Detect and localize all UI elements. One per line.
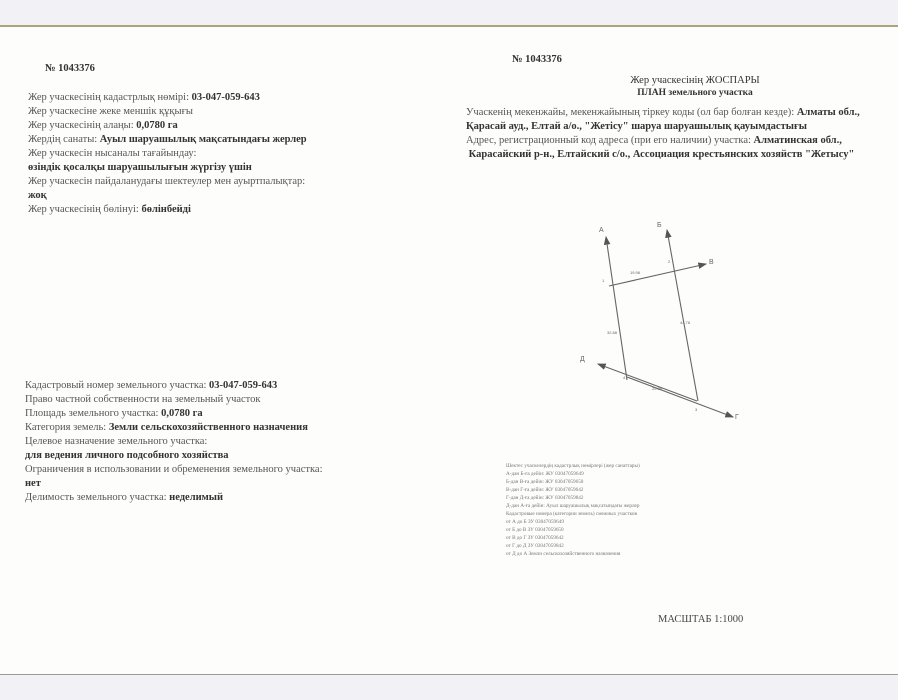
ru-line: Площадь земельного участка: 0,0780 га: [25, 408, 203, 419]
kz-line: Жер учаскесін нысаналы тағайындау:: [28, 148, 197, 159]
kz-line: Жер учаскесін пайдаланудағы шектеулер мен ауыртпалықтар:: [28, 176, 306, 187]
svg-text:19.98: 19.98: [630, 270, 641, 275]
land-plot-drawing: [575, 217, 765, 421]
svg-text:44.78: 44.78: [680, 320, 691, 325]
document-number-left: № 1043376: [45, 63, 95, 74]
ru-line: Ограничения в использовании и обременения земельного участка:: [25, 464, 323, 475]
ru-line: Кадастровый номер земельного участка: 03-047-059-643: [25, 380, 278, 391]
russian-info-block: [25, 379, 323, 505]
adjacent-plots-legend: Шектес учаскелердің кадастрлық нөмірлері (жер санаттары) А-дан Б-ға дейін: ЖУ 03047059649 Б-дан В-ға дейін: ЖУ 03047059650 В-дан Г-ға дейін: ЖУ 03047059642 Г-дан Д-ға дейін: ЖУ 03047059842 Д-дан А-ға дейін: Ауыл шаруашылық мақсатындағы жерлер Кадастровые номера (категории земель) смежных участков от А до Б ЗУ 03047059649 от Б до В ЗУ 03047059650 от В до Г ЗУ 03047059642 от Г до Д ЗУ 03047059842 от Д до А Земли сельскохозяйственного назначения: [506, 463, 640, 557]
svg-text:2: 2: [668, 259, 671, 264]
plan-title: [560, 74, 830, 100]
svg-text:25.38: 25.38: [652, 386, 663, 391]
ru-line: нет: [25, 478, 41, 489]
ru-line: Делимость земельного участка: неделимый: [25, 492, 224, 503]
scale-label: МАСШТАБ 1:1000: [658, 614, 744, 625]
kz-line: Жердің санаты: Ауыл шаруашылық мақсатындағы жерлер: [28, 134, 307, 145]
kz-line: жоқ: [28, 190, 47, 201]
ru-line: Право частной собственности на земельный участок: [25, 394, 261, 405]
kz-line: Жер учаскесіне жеке меншік құқығы: [28, 106, 193, 117]
kz-line: Жер учаскесінің кадастрлық нөмірі: 03-047-059-643: [28, 92, 260, 103]
svg-text:32.88: 32.88: [607, 330, 618, 335]
svg-text:В: В: [709, 259, 714, 266]
document-number-right: № 1043376: [512, 54, 562, 65]
svg-text:1: 1: [602, 278, 605, 283]
kazakh-info-block: [28, 91, 307, 217]
kz-line: Жер учаскесінің алаңы: 0,0780 га: [28, 120, 178, 131]
ru-line: для ведения личного подсобного хозяйства: [25, 450, 229, 461]
svg-text:Д: Д: [580, 356, 585, 363]
svg-text:3: 3: [695, 407, 698, 412]
svg-text:Г: Г: [735, 414, 739, 421]
document-page: [0, 25, 898, 675]
ru-line: Категория земель: Земли сельскохозяйственного назначения: [25, 422, 308, 433]
svg-text:4: 4: [623, 375, 626, 380]
svg-text:Б: Б: [657, 222, 662, 229]
kz-line: Жер учаскесінің бөлінуі: бөлінбейді: [28, 204, 191, 215]
svg-text:А: А: [599, 227, 604, 234]
kz-line: өзіндік қосалқы шаруашылығын жүргізу үшін: [28, 162, 252, 173]
plan-title-kz: Жер учаскесінің ЖОСПАРЫ: [630, 75, 760, 86]
address-block: Учаскенің мекенжайы, мекенжайының тіркеу коды (ол бар болған кезде): Алматы обл., Қарасай ауд., Елтай а/о., "Жетісу" шаруа шаруашылық қауымдастығы Адрес, регистрационный код адреса (при его наличии) участка: Алматинская обл., Карасайский р-н., Елтайский с/о., Ассоциация крестьянских хозяйств "Жетысу": [466, 107, 860, 160]
plan-title-ru: ПЛАН земельного участка: [637, 88, 753, 98]
ru-line: Целевое назначение земельного участка:: [25, 436, 208, 447]
